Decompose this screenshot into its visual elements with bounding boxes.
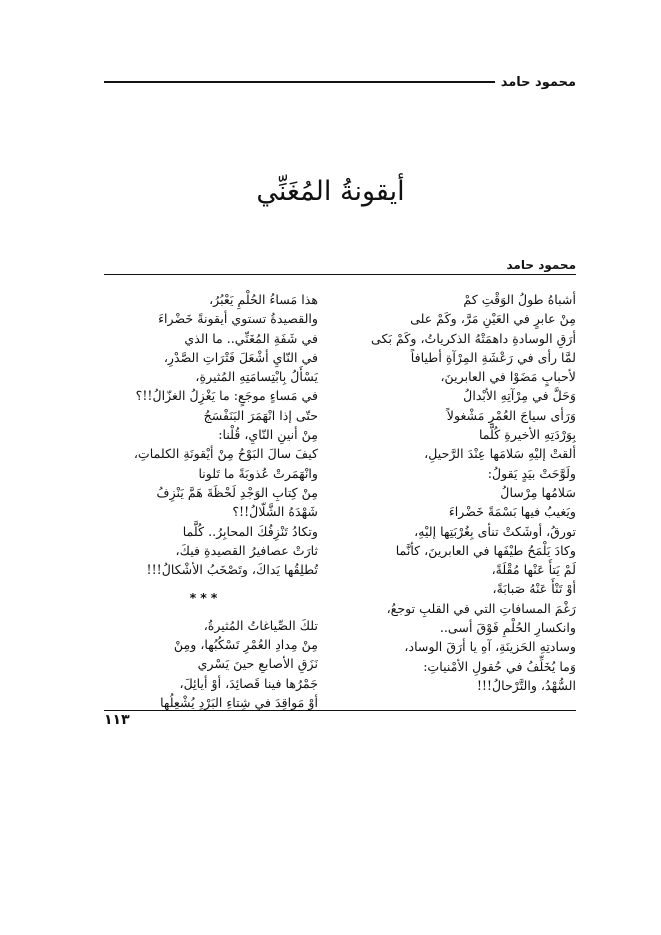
poem-title: أيقونةُ المُغَنِّي bbox=[256, 176, 405, 208]
poem-line: وَرَأى سياجَ العُمْرِ مَشْغولاً bbox=[446, 407, 576, 423]
poem-section-1 bbox=[93, 290, 318, 579]
poem-line: والقصيدةُ تستوي أيقونةً خَضْراءَ bbox=[158, 311, 318, 327]
poem-line: هذا مَساءُ الحُلْمِ يَعْبُرُ، bbox=[209, 292, 318, 307]
poem-line: في شَفَةِ المُغَنِّي.. ما الذي bbox=[184, 330, 318, 346]
byline-author-name: محمود حامد bbox=[506, 258, 576, 272]
page-number: ١١٣ bbox=[104, 712, 130, 728]
poem-line: في النّايِ أشْعَلَ فَتْرَاتِ الصَّدْرِ، bbox=[163, 349, 318, 365]
poem-line: ولَوَّحَتْ بيَدٍ يَقولُ: bbox=[487, 465, 576, 481]
poem-line: مِنْ مِدادِ العُمْرِ تَسْكُبُها، ومِنْ bbox=[173, 637, 318, 653]
poem-line: وسادتِهِ الحَزينَةِ، آهِ يا أرَقَ الوساد، bbox=[404, 639, 576, 655]
poem-line: في مَساءٍ موجَعٍ: ما يَغْزِلُ الغزّالُ!!؟ bbox=[135, 388, 318, 404]
poem-line: ألقتْ إليْهِ سَلامَها عِنْدَ الرَّحيلِ، bbox=[424, 446, 576, 462]
poem-line: تُطلِقُها يَداكَ، وتَصْخَبُ الأشْكالُ!!! bbox=[146, 562, 318, 578]
poem-line: ثارَتْ عصافيرُ القصيدةِ فيكَ، bbox=[175, 542, 318, 558]
header-author-name: محمود حامد bbox=[500, 74, 576, 90]
poem-line: سَلامُها مِرْسالُ bbox=[500, 484, 576, 500]
poem-section-2 bbox=[93, 616, 318, 712]
byline bbox=[104, 256, 576, 275]
poem-line: وانكسارِ الحُلْمِ فَوْقَ أسى.. bbox=[439, 620, 576, 636]
poem-line: حتّى إذا انْهَمَرَ البَنَفْسَجُ bbox=[203, 407, 318, 423]
poem-column-right bbox=[336, 290, 576, 695]
section-separator: *** bbox=[189, 590, 222, 606]
poem-line: لأحبابٍ مَضَوْا في العابرينَ، bbox=[440, 369, 576, 385]
poem-line: رَغْمَ المسافاتِ التي في القلبِ توجعُ، bbox=[386, 600, 576, 616]
poem-line: السُّهْدُ، والتَّرْحالُ!!! bbox=[476, 677, 576, 693]
poem-line: ويَغيبُ فيها بَسْمَةً خَضْراءَ bbox=[448, 504, 576, 520]
poem-line: أوْ تَنْأَ عَنْهُ صَبابَةً، bbox=[492, 581, 576, 597]
poem-line: وَحَلَّ في مِرْآتِهِ الأبْدالُ bbox=[463, 388, 576, 404]
poem-line: يَسْأَلُ بِابْتِسامَتِهِ المُثيرةِ، bbox=[195, 369, 318, 385]
poem-line: مِنْ كِتابِ الوَجْدِ لَحْظَةَ هَمَّ يَنْزِفُ bbox=[156, 484, 318, 500]
poem-line: كيفَ سالَ البَوْحُ مِنْ أيْقونَةِ الكلماتِ، bbox=[133, 446, 318, 462]
poem-line: جَمْرُها فينا قَصائِدَ، أوْ أيائِلَ، bbox=[179, 675, 318, 691]
poem-line: شَهْدَهُ الشَّلّالُ!!؟ bbox=[232, 504, 318, 520]
poem-line: بِوَرْدَتِهِ الأخيرةِ كُلَّما bbox=[478, 427, 576, 443]
poem-line: أوْ مَواقِدَ في شِتاءِ البَرْدِ يُشْعِلُها bbox=[160, 694, 318, 710]
poem-line: أرَقِ الوسادةِ داهمَتْهُ الذكرياتُ، وكَمْ بَكى bbox=[371, 330, 576, 346]
poem-line: مِنْ عابرٍ في العَيْنِ مَرَّ، وكَمْ على bbox=[410, 311, 576, 327]
poem-line: أشباهُ طولُ الوَقْتِ كمْ bbox=[463, 292, 576, 307]
poem-line: مِنْ أنينِ النّايِ، قُلْنا: bbox=[218, 427, 318, 443]
poem-line: وتكادُ تَنْزِفُكَ المحابِرُ.. كُلَّما bbox=[182, 523, 318, 539]
poem-line: نَزَقِ الأصابعِ حينَ يَسْري bbox=[197, 656, 318, 672]
poem-line: تلكَ الصِّياغاتُ المُثيرةُ، bbox=[203, 617, 318, 633]
footer-rule bbox=[104, 710, 576, 711]
poem-line: وانْهَمَرتْ عُذوبَةً ما تَلونا bbox=[198, 465, 318, 481]
header-rule bbox=[104, 81, 495, 83]
poem-line: تورقُ، أوشَكتْ تنأى بِغُرْبَتِها إليْهِ، bbox=[414, 523, 576, 539]
poem-line: لَمْ يَتأَ عَنْها مُقْلَةً، bbox=[491, 562, 576, 578]
poem-line: وكادَ يَلْمَحُ طيْفَها في العابرينَ، كأنَّما bbox=[395, 542, 576, 558]
poem-column-left bbox=[93, 290, 318, 712]
poem-line: وَما يُخَلِّفُ في حُقولِ الأمْنياتِ: bbox=[423, 658, 576, 674]
poem-line: لمَّا رأى في رَعْشَةِ المِرْآةِ أطيافاً bbox=[410, 349, 576, 365]
running-header bbox=[104, 72, 576, 92]
